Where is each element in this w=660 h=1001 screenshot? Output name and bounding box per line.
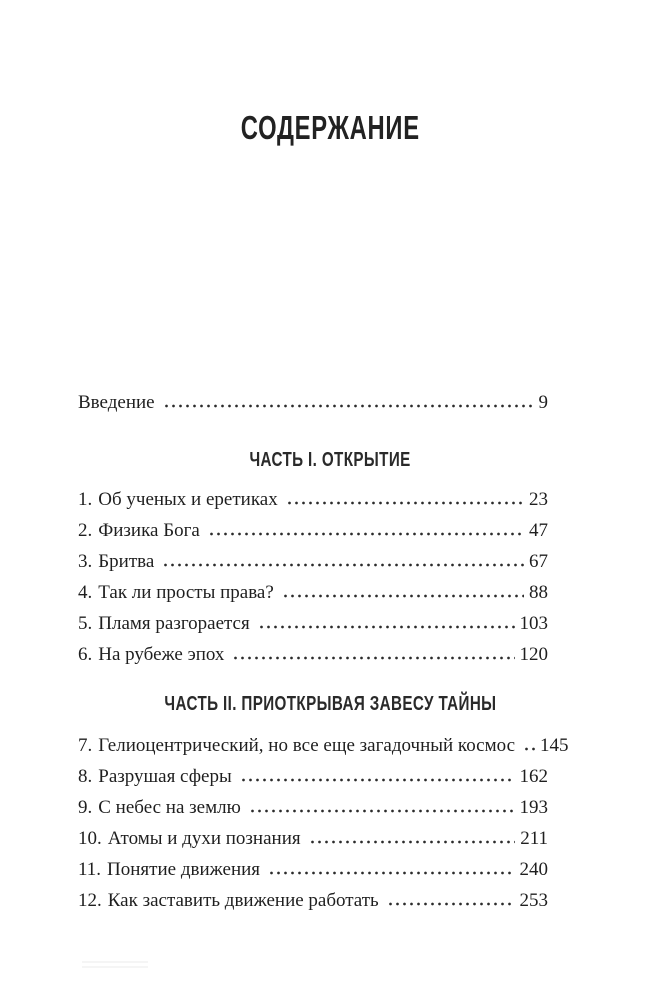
toc-entry-number: 11. <box>78 859 102 880</box>
toc-entry-number: 1. <box>78 489 93 510</box>
toc-entry <box>78 551 548 582</box>
part-1-heading <box>0 448 660 472</box>
part-1-entries <box>78 489 548 675</box>
toc-entry <box>78 735 569 766</box>
toc-entry-number: 4. <box>78 582 93 603</box>
toc-entry-number: 2. <box>78 520 93 541</box>
toc-entry-number: 8. <box>78 766 93 787</box>
toc-entry-page: 240 <box>519 859 548 880</box>
dot-leader <box>268 871 514 875</box>
part-2-heading-text: ЧАСТЬ II. ПРИОТКРЫВАЯ ЗАВЕСУ ТАЙНЫ <box>163 693 497 715</box>
toc-entry-title: Физика Бога <box>98 520 200 541</box>
toc-entry <box>78 797 548 828</box>
toc-entry-title: Об ученых и еретиках <box>98 489 278 510</box>
toc-entry-page: 23 <box>529 489 548 510</box>
page-title-text: СОДЕРЖАНИЕ <box>240 109 420 146</box>
toc-entry-page: 9 <box>538 392 548 413</box>
dot-leader <box>249 809 515 813</box>
toc-entry <box>78 859 548 890</box>
scan-artifact <box>82 966 148 968</box>
toc-entry-page: 145 <box>540 735 569 756</box>
toc-entry-title: Бритва <box>98 551 155 572</box>
toc-entry-page: 211 <box>520 828 548 849</box>
toc-entry-title: Атомы и духи познания <box>107 828 301 849</box>
dot-leader <box>162 563 524 567</box>
dot-leader <box>240 778 515 782</box>
part-2-entries <box>78 735 569 921</box>
toc-entry-number: 6. <box>78 644 93 665</box>
toc-entry-page: 47 <box>529 520 548 541</box>
part-2-heading <box>0 692 660 716</box>
toc-entry-introduction <box>78 392 548 423</box>
toc-entry-page: 193 <box>519 797 548 818</box>
toc-entry-title: Понятие движения <box>107 859 261 880</box>
scan-artifact <box>82 961 148 963</box>
toc-entry <box>78 520 548 551</box>
toc-entry-number: 9. <box>78 797 93 818</box>
toc-entry-page: 120 <box>519 644 548 665</box>
toc-entry-page: 162 <box>519 766 548 787</box>
toc-entry-number: 7. <box>78 735 93 756</box>
toc-entry-title: Введение <box>78 392 155 413</box>
toc-entry-title: С небес на землю <box>98 797 241 818</box>
dot-leader <box>163 404 534 408</box>
dot-leader <box>208 532 524 536</box>
toc-entry-number: 12. <box>78 890 102 911</box>
toc-entry <box>78 613 548 644</box>
dot-leader <box>282 594 524 598</box>
toc-entry-page: 253 <box>519 890 548 911</box>
dot-leader <box>232 656 514 660</box>
toc-intro-block <box>78 392 548 423</box>
dot-leader <box>523 747 535 751</box>
toc-entry-page: 88 <box>529 582 548 603</box>
page-title <box>0 110 660 146</box>
toc-entry-number: 5. <box>78 613 93 634</box>
toc-entry-title: Пламя разгорается <box>98 613 250 634</box>
toc-entry <box>78 766 548 797</box>
toc-entry-title: Разрушая сферы <box>98 766 232 787</box>
toc-entry-number: 10. <box>78 828 102 849</box>
toc-entry <box>78 890 548 921</box>
toc-entry-title: Так ли просты права? <box>98 582 274 603</box>
toc-entry-number: 3. <box>78 551 93 572</box>
toc-entry-page: 67 <box>529 551 548 572</box>
toc-entry <box>78 828 548 859</box>
dot-leader <box>258 625 515 629</box>
toc-entry-page: 103 <box>519 613 548 634</box>
toc-entry-title: Гелиоцентрический, но все еще загадочный космос <box>98 735 516 756</box>
dot-leader <box>309 840 516 844</box>
part-1-heading-text: ЧАСТЬ I. ОТКРЫТИЕ <box>249 449 411 471</box>
toc-entry <box>78 489 548 520</box>
dot-leader <box>387 902 515 906</box>
toc-entry <box>78 644 548 675</box>
dot-leader <box>286 501 524 505</box>
toc-entry-title: На рубеже эпох <box>98 644 225 665</box>
toc-entry <box>78 582 548 613</box>
toc-entry-title: Как заставить движение работать <box>107 890 379 911</box>
